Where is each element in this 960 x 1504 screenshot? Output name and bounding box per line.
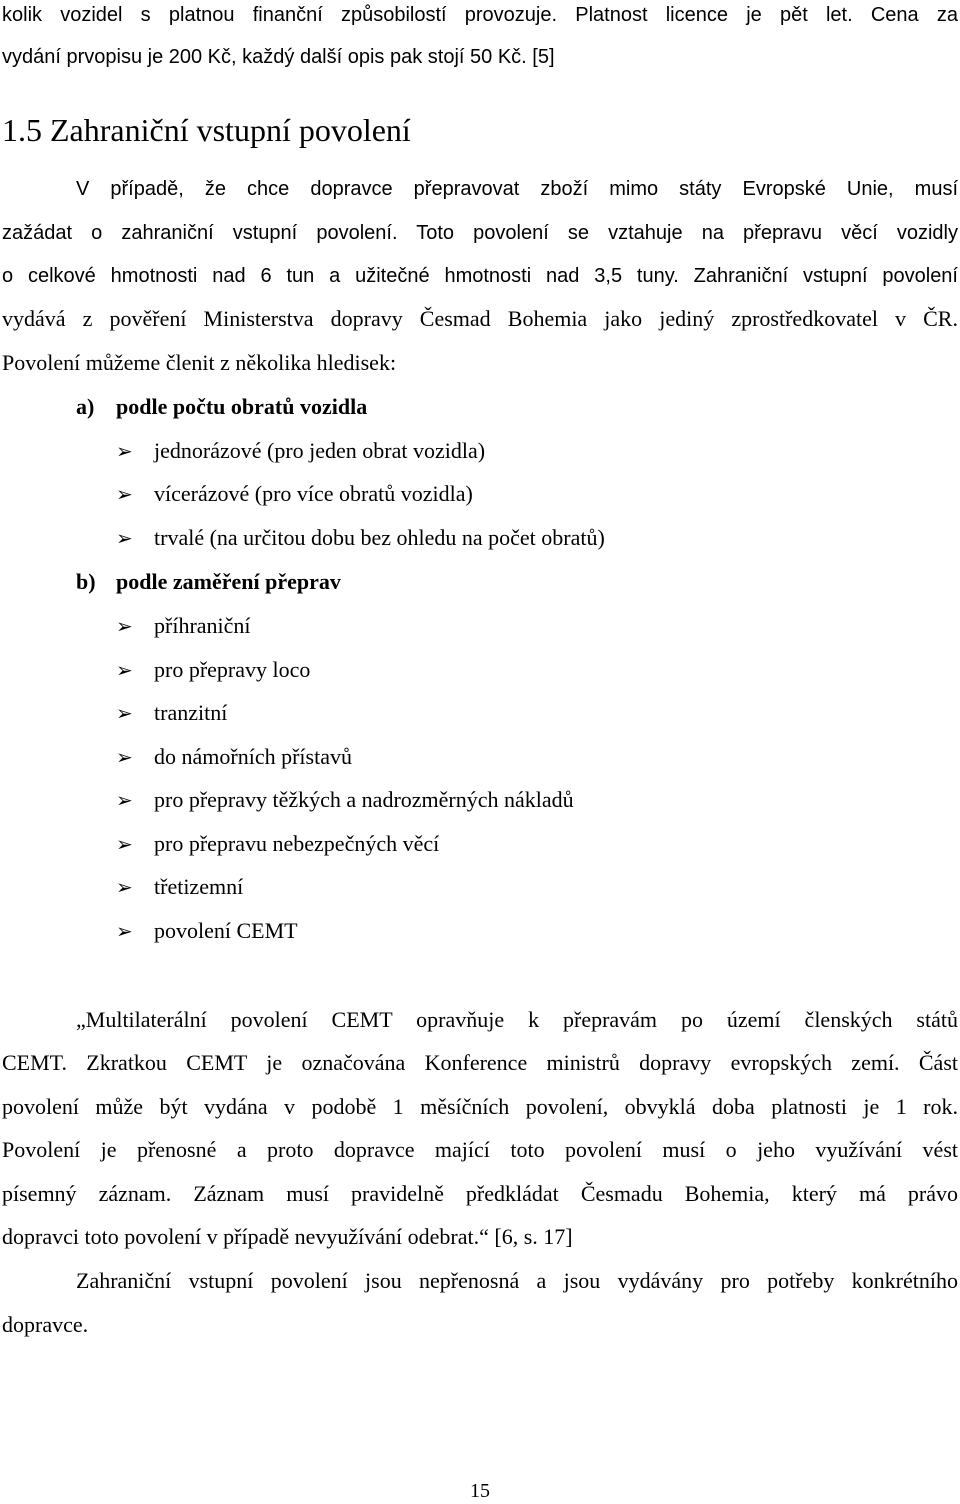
arrow-bullet-icon: ➢ [116, 919, 133, 943]
list-item [116, 785, 574, 815]
intro-line-2: vydání prvopisu je 200 Kč, každý další opis pak stojí 50 Kč. [5] [2, 46, 555, 68]
list-a-marker: a) [76, 394, 95, 419]
list-item [116, 436, 485, 466]
list-item [116, 611, 251, 641]
list-item [116, 698, 227, 728]
list-item-text: jednorázové (pro jeden obrat vozidla) [154, 438, 486, 463]
cemt-paragraph-line-1: „Multilaterální povolení CEMT opravňuje k přepravám po území členských států [76, 1007, 958, 1032]
arrow-bullet-icon: ➢ [116, 439, 133, 463]
paragraph-line-2: zažádat o zahraniční vstupní povolení. Toto povolení se vztahuje na přepravu věcí vozidly [2, 222, 958, 244]
arrow-bullet-icon: ➢ [116, 658, 133, 682]
list-b-heading [76, 567, 341, 597]
arrow-bullet-icon: ➢ [116, 701, 133, 725]
list-item-text: vícerázové (pro více obratů vozidla) [154, 481, 473, 506]
list-item [116, 872, 243, 902]
arrow-bullet-icon: ➢ [116, 788, 133, 812]
list-item-text: pro přepravy loco [154, 657, 311, 682]
arrow-bullet-icon: ➢ [116, 875, 133, 899]
list-item [116, 742, 352, 772]
list-item-text: tranzitní [154, 700, 228, 725]
arrow-bullet-icon: ➢ [116, 526, 133, 550]
list-b-title: podle zaměření přeprav [116, 569, 341, 594]
cemt-paragraph-line-4: Povolení je přenosné a proto dopravce mající toto povolení musí o jeho využívání vést [2, 1137, 958, 1162]
list-item-text: pro přepravy těžkých a nadrozměrných nákladů [154, 787, 574, 812]
cemt-paragraph-line-3: povolení může být vydána v podobě 1 měsíčních povolení, obvyklá doba platnosti je 1 rok. [2, 1094, 958, 1119]
list-a-heading [76, 392, 367, 422]
list-item [116, 829, 439, 859]
closing-paragraph-line-2: dopravce. [2, 1312, 89, 1337]
list-item-text: pro přepravu nebezpečných věcí [154, 831, 440, 856]
closing-paragraph-line-1: Zahraniční vstupní povolení jsou nepřenosná a jsou vydávány pro potřeby konkrétního [76, 1268, 958, 1293]
cemt-paragraph-line-5: písemný záznam. Záznam musí pravidelně předkládat Česmadu Bohemia, který má právo [2, 1181, 958, 1206]
arrow-bullet-icon: ➢ [116, 482, 133, 506]
list-item [116, 479, 473, 509]
list-item-text: povolení CEMT [154, 918, 298, 943]
list-b-marker: b) [76, 569, 96, 594]
cemt-paragraph-line-6: dopravci toto povolení v případě nevyužívání odebrat.“ [6, s. 17] [2, 1224, 573, 1249]
list-item [116, 655, 310, 685]
paragraph-line-5: Povolení můžeme členit z několika hledisek: [2, 350, 397, 375]
list-a-title: podle počtu obratů vozidla [116, 394, 368, 419]
cemt-paragraph-line-2: CEMT. Zkratkou CEMT je označována Konference ministrů dopravy evropských zemí. Část [2, 1050, 958, 1075]
list-item [116, 916, 298, 946]
page-number: 15 [470, 1480, 490, 1502]
list-item-text: do námořních přístavů [154, 744, 352, 769]
list-item-text: trvalé (na určitou dobu bez ohledu na počet obratů) [154, 525, 605, 550]
paragraph-line-4: vydává z pověření Ministerstva dopravy Česmad Bohemia jako jediný zprostředkovatel v ČR. [2, 306, 958, 331]
paragraph-line-3: o celkové hmotnosti nad 6 tun a užitečné hmotnosti nad 3,5 tuny. Zahraniční vstupní povolení [2, 265, 958, 287]
list-item-text: příhraniční [154, 613, 251, 638]
arrow-bullet-icon: ➢ [116, 745, 133, 769]
paragraph-line-1: V případě, že chce dopravce přepravovat zboží mimo státy Evropské Unie, musí [76, 178, 958, 200]
arrow-bullet-icon: ➢ [116, 614, 133, 638]
intro-line-1: kolik vozidel s platnou finanční způsobilostí provozuje. Platnost licence je pět let. Cena za [2, 4, 958, 26]
arrow-bullet-icon: ➢ [116, 832, 133, 856]
list-item-text: třetizemní [154, 874, 244, 899]
list-item [116, 523, 605, 553]
section-heading: 1.5 Zahraniční vstupní povolení [2, 112, 411, 148]
